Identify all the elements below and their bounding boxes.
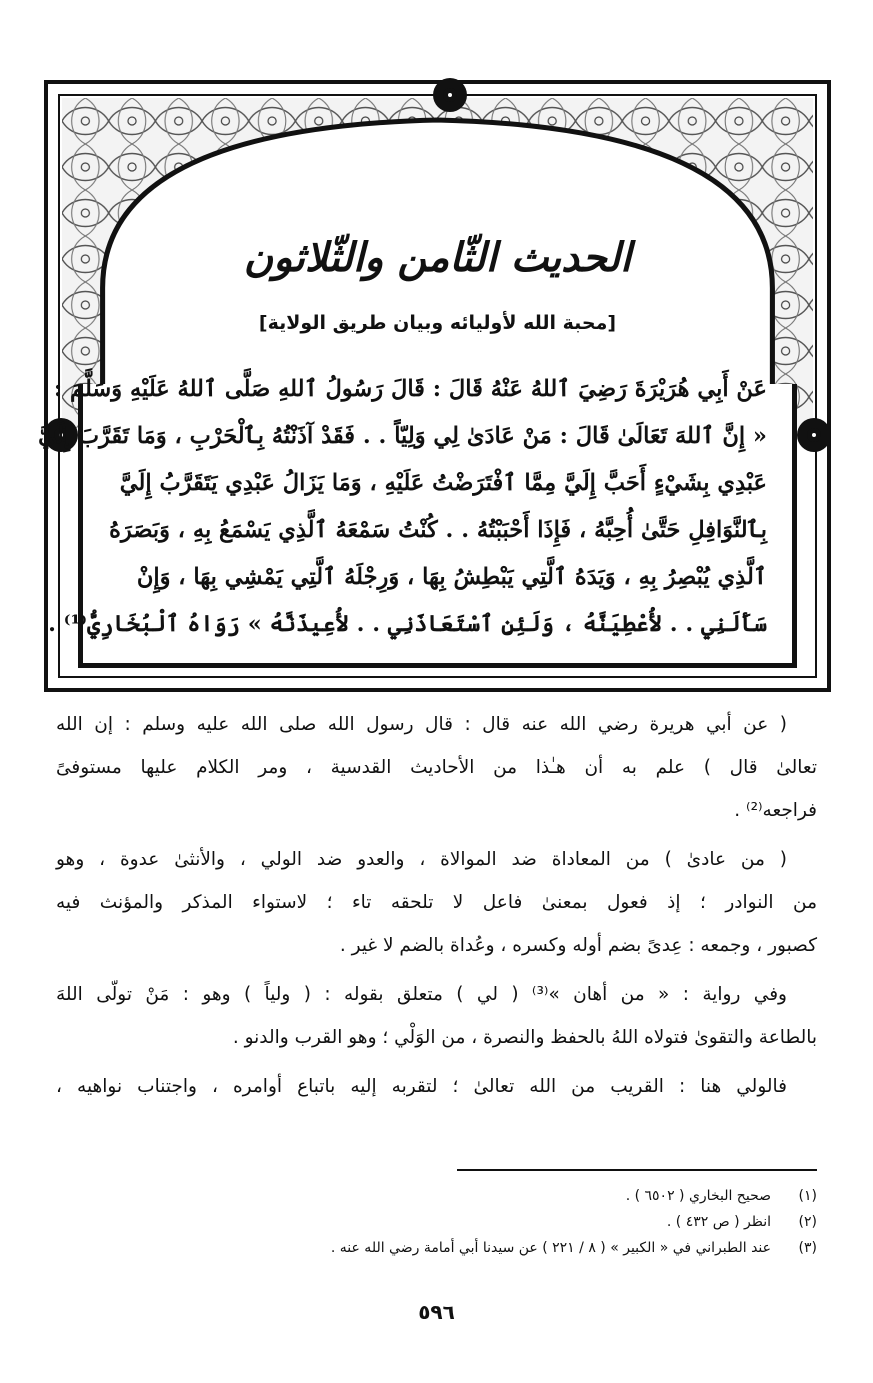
paragraph bbox=[56, 838, 817, 967]
hadith-line: عَنْ أَبِي هُرَيْرَةَ رَضِيَ ٱللهُ عَنْهُ قَالَ : قَالَ رَسُولُ ٱللهِ صَلَّى ٱللهُ عَلَيْهِ وَسَلَّمَ : bbox=[53, 376, 767, 402]
text-line: فالولي هنا : القريب من الله تعالىٰ ؛ لتقربه إليه باتباع أوامره ، واجتناب نواهيه ، bbox=[56, 1076, 787, 1097]
hadith-line: « إِنَّ ٱللهَ تَعَالَىٰ قَالَ : مَنْ عَادَىٰ لِي وَلِيّاً . . فَقَدْ آذَنْتُهُ بِٱلْحَرْبِ ، وَمَا تَقَرَّبَ إِلَيَّ bbox=[38, 423, 767, 449]
footnote-number: (١) bbox=[798, 1188, 817, 1204]
footnotes bbox=[56, 1183, 817, 1261]
text-line: ( عن أبي هريرة رضي الله عنه قال : قال رسول الله صلى الله عليه وسلم : إن الله bbox=[56, 714, 787, 735]
text-line: بالطاعة والتقوىٰ فتولاه اللهُ بالحفظ والنصرة ، من الوَلْي ؛ وهو القرب والدنو . bbox=[232, 1027, 817, 1048]
paragraph bbox=[56, 973, 817, 1059]
footnote-divider bbox=[457, 1169, 817, 1171]
footnote bbox=[56, 1209, 817, 1235]
hadith-line: بِٱلنَّوَافِلِ حَتَّىٰ أُحِبَّهُ ، فَإِذَا أَحْبَبْتُهُ . . كُنْتُ سَمْعَهُ ٱلَّذِي يَسْمَعُ بِهِ ، وَبَصَرَهُ bbox=[109, 517, 767, 543]
page-number: ٥٩٦ bbox=[418, 1300, 455, 1324]
hadith-text bbox=[38, 366, 767, 648]
text-line: ( من عادىٰ ) من المعاداة ضد الموالاة ، والعدو ضد الولي ، والأنثىٰ عدوة ، وهو bbox=[56, 849, 787, 870]
hadith-line: عَبْدِي بِشَيْءٍ أَحَبَّ إِلَيَّ مِمَّا ٱفْتَرَضْتُ عَلَيْهِ ، وَمَا يَزَالُ عَبْدِي يَتَقَرَّبُ إِلَيَّ bbox=[119, 470, 767, 496]
text-line: كصبور ، وجمعه : عِدىً بضم أوله وكسره ، وعُداة بالضم لا غير . bbox=[339, 935, 817, 956]
hadith-line: ٱلَّذِي يُبْصِرُ بِهِ ، وَيَدَهُ ٱلَّتِي يَبْطِشُ بِهَا ، وَرِجْلَهُ ٱلَّتِي يَمْشِي بِهَا ، وَإِنْ bbox=[136, 564, 767, 590]
hadith-line: سَأَلَنِي . . لأُعْطِيَنَّهُ ، وَلَئِنِ ٱسْتَعَاذَنِي . . لأُعِيذَنَّهُ » رَوَاهُ ٱلْبُخَارِيُّ⁽¹⁾ . bbox=[48, 611, 767, 637]
text-line: وفي رواية : « من أهان »⁽³⁾ ( لي ) متعلق بقوله : ( ولياً ) وهو : مَنْ تولّى اللهَ bbox=[56, 984, 787, 1005]
ring-ornament-icon bbox=[797, 418, 831, 452]
ring-ornament-icon bbox=[433, 78, 467, 112]
ornate-frame bbox=[38, 80, 831, 692]
text-line: فراجعه⁽²⁾ . bbox=[734, 800, 817, 821]
footnote-text: صحيح البخاري ( ٦٥٠٢ ) . bbox=[625, 1188, 771, 1204]
commentary bbox=[56, 703, 817, 1114]
hadith-title: الحديث الثّامن والثّلاثون bbox=[243, 234, 632, 281]
text-line: تعالىٰ قال ) علم به أن هـٰذا من الأحاديث القدسية ، ومر الكلام عليها مستوفىً bbox=[56, 757, 817, 778]
footnote-number: (٣) bbox=[798, 1240, 817, 1256]
footnote-text: عند الطبراني في « الكبير » ( ٨ / ٢٢١ ) عن سيدنا أبي أمامة رضي الله عنه . bbox=[330, 1240, 771, 1256]
footnote-number: (٢) bbox=[798, 1214, 817, 1230]
footnote-text: انظر ( ص ٤٣٢ ) . bbox=[666, 1214, 771, 1230]
paragraph bbox=[56, 703, 817, 832]
hadith-subtitle: [محبة الله لأوليائه وبيان طريق الولاية] bbox=[258, 312, 617, 334]
footnote bbox=[56, 1183, 817, 1209]
text-line: من النوادر ؛ إذ فعول بمعنىٰ فاعل لا تلحقه تاء ؛ لاستواء المذكر والمؤنث فيه bbox=[56, 892, 817, 913]
paragraph bbox=[56, 1065, 817, 1108]
footnote bbox=[56, 1235, 817, 1261]
